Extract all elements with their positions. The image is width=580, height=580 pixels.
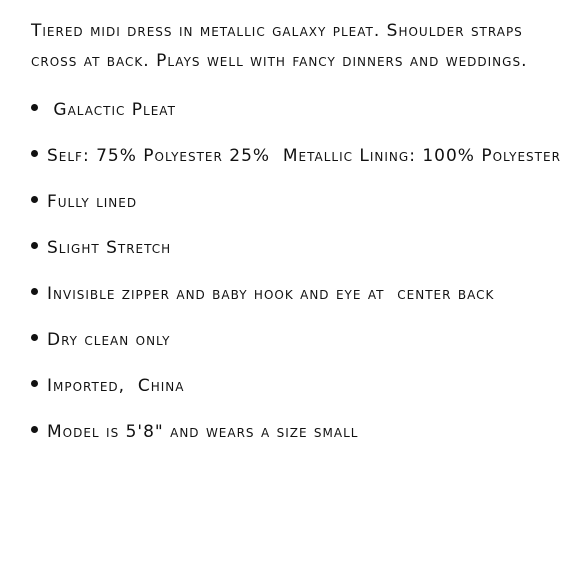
- feature-list: [31, 94, 561, 448]
- list-item: [31, 140, 561, 172]
- list-item: [31, 278, 561, 310]
- list-item: [31, 324, 561, 356]
- list-item-text: Invisible zipper and baby hook and eye at center back: [47, 284, 495, 304]
- bullet-icon: [31, 334, 38, 341]
- list-item-text: Slight Stretch: [47, 238, 172, 258]
- bullet-icon: [31, 196, 38, 203]
- list-item: [31, 232, 561, 264]
- list-item-text: Model is 5'8" and wears a size small: [47, 422, 359, 442]
- bullet-icon: [31, 426, 38, 433]
- bullet-icon: [31, 288, 38, 295]
- product-description: [31, 16, 561, 448]
- description-intro: Tiered midi dress in metallic galaxy pleat. Shoulder straps cross at back. Plays well with fancy dinners and weddings.: [31, 21, 528, 71]
- list-item-text: Self: 75% Polyester 25% Metallic Lining: 100% Polyester: [47, 146, 561, 166]
- list-item: [31, 370, 561, 402]
- bullet-icon: [31, 380, 38, 387]
- list-item-text: Imported, China: [47, 376, 185, 396]
- list-item-text: Fully lined: [47, 192, 138, 212]
- list-item-text: Galactic Pleat: [47, 100, 176, 120]
- list-item: [31, 416, 561, 448]
- bullet-icon: [31, 242, 38, 249]
- bullet-icon: [31, 104, 38, 111]
- list-item: [31, 94, 561, 126]
- list-item: [31, 186, 561, 218]
- bullet-icon: [31, 150, 38, 157]
- list-item-text: Dry clean only: [47, 330, 171, 350]
